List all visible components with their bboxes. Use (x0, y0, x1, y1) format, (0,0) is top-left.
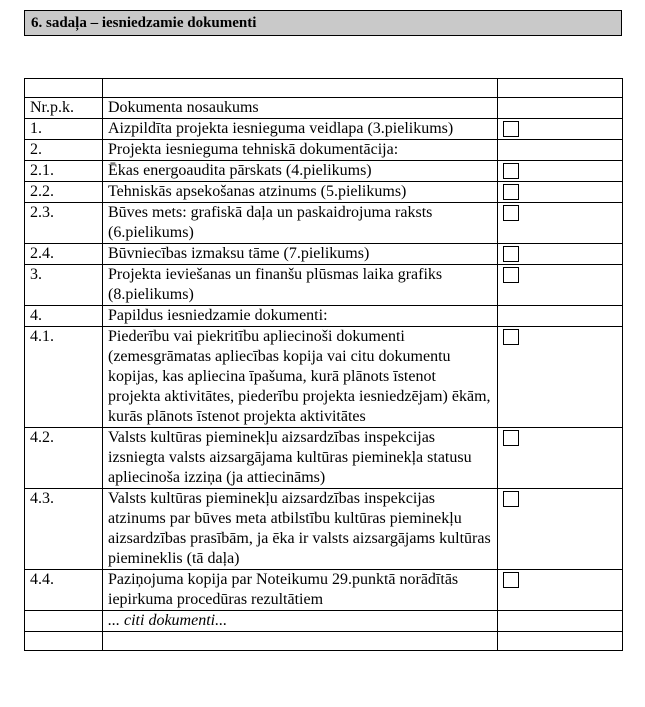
row-number: 4.3. (25, 489, 103, 570)
row-name: Valsts kultūras pieminekļu aizsardzības inspekcijas atzinums par būves meta atbilstību kultūras pieminekļu aizsardzības prasībām, ja ēka ir valsts aizsargājams kultūras piemineklis (tā daļa) (103, 489, 498, 570)
table-row (25, 428, 623, 489)
table-cell (498, 611, 623, 632)
row-name: Paziņojuma kopija par Noteikumu 29.punktā norādītās iepirkuma procedūras rezultātiem (103, 570, 498, 611)
table-row (25, 265, 623, 306)
row-checkbox[interactable] (503, 121, 519, 137)
table-cell (25, 632, 103, 651)
row-number: 4. (25, 306, 103, 327)
row-number: 4.4. (25, 570, 103, 611)
row-name: Aizpildīta projekta iesnieguma veidlapa (3.pielikums) (103, 119, 498, 140)
row-checkbox[interactable] (503, 163, 519, 179)
table-row (25, 489, 623, 570)
row-checkbox[interactable] (503, 491, 519, 507)
table-row (25, 327, 623, 428)
row-name: Būvniecības izmaksu tāme (7.pielikums) (103, 244, 498, 265)
row-checkbox[interactable] (503, 430, 519, 446)
table-header-row (25, 98, 623, 119)
row-name: Piederību vai piekritību apliecinoši dokumenti (zemesgrāmatas apliecības kopija vai citu dokumentu kopijas, kas apliecina īpašuma, kurā plānots īstenot projekta aktivitātes, piederību projekta iesniedzējam) ēkām, kurās plānots īstenot projekta aktivitātes (103, 327, 498, 428)
table-cell (498, 79, 623, 98)
row-number: 1. (25, 119, 103, 140)
row-checkbox[interactable] (503, 572, 519, 588)
documents-table (24, 78, 623, 651)
row-checkbox[interactable] (503, 329, 519, 345)
table-row (25, 161, 623, 182)
table-row (25, 570, 623, 611)
other-documents-label: ... citi dokumenti... (103, 611, 498, 632)
table-cell (25, 611, 103, 632)
table-row (25, 203, 623, 244)
row-name: Projekta ieviešanas un finanšu plūsmas laika grafiks (8.pielikums) (103, 265, 498, 306)
row-number: 2.3. (25, 203, 103, 244)
section-header (24, 10, 622, 36)
table-row-other-documents (25, 611, 623, 632)
row-number: 3. (25, 265, 103, 306)
table-cell (103, 632, 498, 651)
table-row (25, 306, 623, 327)
table-row (25, 140, 623, 161)
table-row (25, 244, 623, 265)
table-row (25, 119, 623, 140)
table-cell (498, 632, 623, 651)
row-number: 2.2. (25, 182, 103, 203)
row-name: Valsts kultūras pieminekļu aizsardzības inspekcijas izsniegta valsts aizsargājama kultūras pieminekļa statusu apliecinoša izziņa (ja attiecināms) (103, 428, 498, 489)
header-number: Nr.p.k. (25, 98, 103, 119)
row-number: 4.1. (25, 327, 103, 428)
row-name: Papildus iesniedzamie dokumenti: (103, 306, 498, 327)
table-row (25, 182, 623, 203)
table-cell (103, 79, 498, 98)
header-checkbox (498, 98, 623, 119)
table-cell (25, 79, 103, 98)
row-number: 2.1. (25, 161, 103, 182)
section-title: 6. sadaļa – iesniedzamie dokumenti (31, 14, 257, 31)
row-name: Projekta iesnieguma tehniskā dokumentācija: (103, 140, 498, 161)
row-checkbox[interactable] (503, 246, 519, 262)
row-name: Ēkas energoaudita pārskats (4.pielikums) (103, 161, 498, 182)
row-checkbox[interactable] (503, 184, 519, 200)
row-checkbox[interactable] (503, 267, 519, 283)
row-name: Tehniskās apsekošanas atzinums (5.pielikums) (103, 182, 498, 203)
header-name: Dokumenta nosaukums (103, 98, 498, 119)
table-empty-row (25, 632, 623, 651)
table-spacer-row (25, 79, 623, 98)
row-number: 2.4. (25, 244, 103, 265)
row-checkbox[interactable] (503, 205, 519, 221)
row-name: Būves mets: grafiskā daļa un paskaidrojuma raksts (6.pielikums) (103, 203, 498, 244)
row-number: 2. (25, 140, 103, 161)
row-number: 4.2. (25, 428, 103, 489)
